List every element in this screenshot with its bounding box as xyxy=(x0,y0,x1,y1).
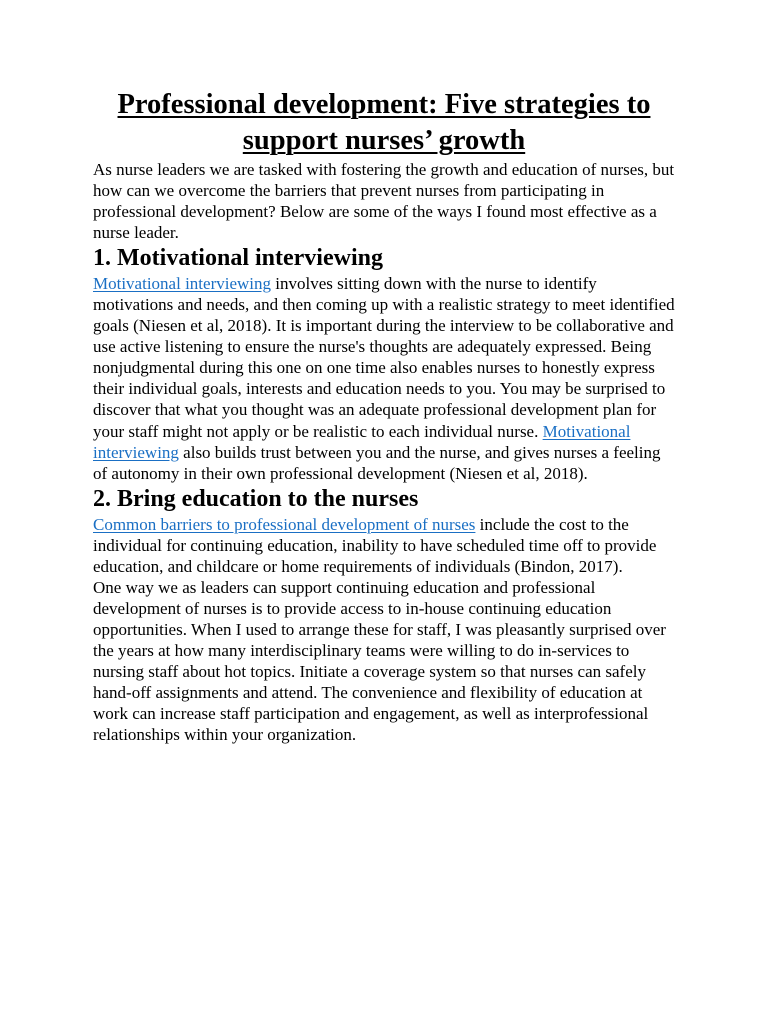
document-title: Professional development: Five strategies to support nurses’ growth xyxy=(117,89,651,156)
common-barriers-link[interactable]: Common barriers to professional development of nurses xyxy=(93,514,476,534)
motivational-interviewing-link-2[interactable]: Motivational interviewing xyxy=(93,421,631,462)
section-heading-bring-education: 2. Bring education to the nurses xyxy=(93,485,419,512)
motivational-interviewing-link[interactable]: Motivational interviewing xyxy=(93,274,271,294)
motivational-interviewing-paragraph xyxy=(93,273,675,483)
intro-paragraph: As nurse leaders we are tasked with fostering the growth and education of nurses, but how can we overcome the barriers that prevent nurses from participating in professional development? Below are some of the ways I found most effective as a nurse leader. xyxy=(93,160,675,243)
paragraph-text: also builds trust between you and the nurse, and gives nurses a feeling of autonomy in their own professional development (Niesen et al, 2018). xyxy=(93,442,661,483)
paragraph-text: involves sitting down with the nurse to identify motivations and needs, and then coming up with a realistic strategy to meet identified goals (Niesen et al, 2018). It is important during the interview to be collaborative and use active listening to ensure the nurse's thoughts are adequately expressed. Being nonjudgmental during this one on one time also enables nurses to honestly express their individual goals, interests and education needs to you. You may be surprised to discover that what you thought was an adequate professional development plan for your staff might not apply or be realistic to each individual nurse. xyxy=(93,274,675,441)
section-heading-motivational-interviewing: 1. Motivational interviewing xyxy=(93,245,383,272)
paragraph-text: include the cost to the individual for continuing education, inability to have scheduled time off to provide education, and childcare or home requirements of individuals (Bindon, 2017). xyxy=(93,514,657,576)
document-content xyxy=(93,87,675,745)
barriers-paragraph xyxy=(93,514,675,577)
in-house-education-paragraph: One way we as leaders can support continuing education and professional development of nurses is to provide access to in-house continuing education opportunities. When I used to arrange these for staff, I was pleasantly surprised over the years at how many interdisciplinary teams were willing to do in-services to nursing staff about hot topics. Initiate a coverage system so that nurses can safely hand-off assignments and attend. The convenience and flexibility of education at work can increase staff participation and engagement, as well as interprofessional relationships within your organization. xyxy=(93,577,666,745)
